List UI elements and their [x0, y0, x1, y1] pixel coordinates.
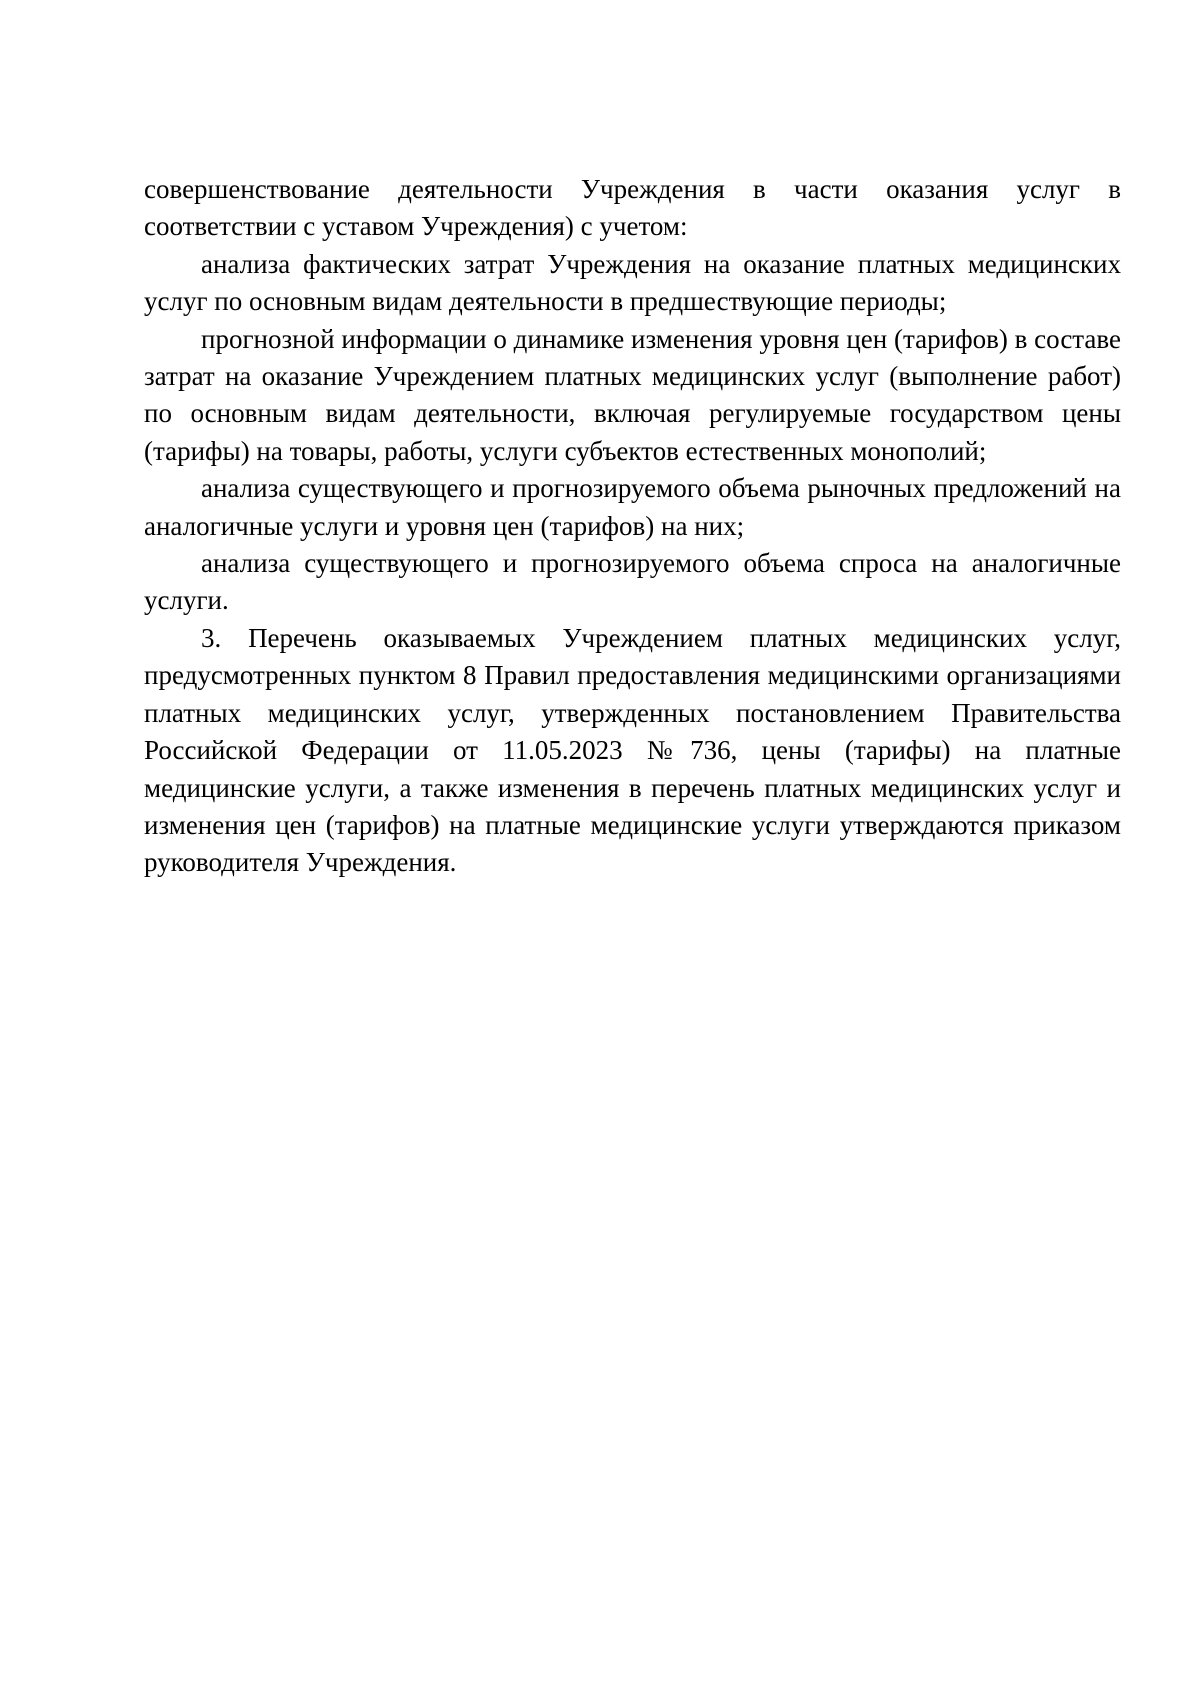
paragraph-cost-analysis: анализа фактических затрат Учреждения на оказание платных медицинских услуг по основным видам деятельности в предшествующие периоды;: [144, 248, 1121, 317]
paragraph-demand-analysis: анализа существующего и прогнозируемого объема спроса на аналогичные услуги.: [144, 548, 1121, 616]
document-body: [144, 171, 1121, 882]
paragraph-price-forecast: прогнозной информации о динамике изменения уровня цен (тарифов) в составе затрат на оказание Учреждением платных медицинских услуг (выполнение работ) по основным видам деятельности, включая регулируемые государством цены (тарифы) на товары, работы, услуги субъектов естественных монополий;: [144, 323, 1121, 466]
paragraph-item-3: 3. Перечень оказываемых Учреждением платных медицинских услуг, предусмотренных пунктом 8 Правил предоставления медицинскими организациями платных медицинских услуг, утвержденных постановлением Правительства Российской Федерации от 11.05.2023 №736, цены (тарифы) на платные медицинские услуги, а также изменения в перечень платных медицинских услуг и изменения цен (тарифов) на платные медицинские услуги утверждаются приказом руководителя Учреждения.: [144, 622, 1121, 878]
paragraph-continuation: совершенствование деятельности Учреждения в части оказания услуг в соответствии с уставом Учреждения) с учетом:: [144, 174, 1121, 242]
paragraph-market-supply: анализа существующего и прогнозируемого объема рыночных предложений на аналогичные услуги и уровня цен (тарифов) на них;: [144, 473, 1121, 541]
